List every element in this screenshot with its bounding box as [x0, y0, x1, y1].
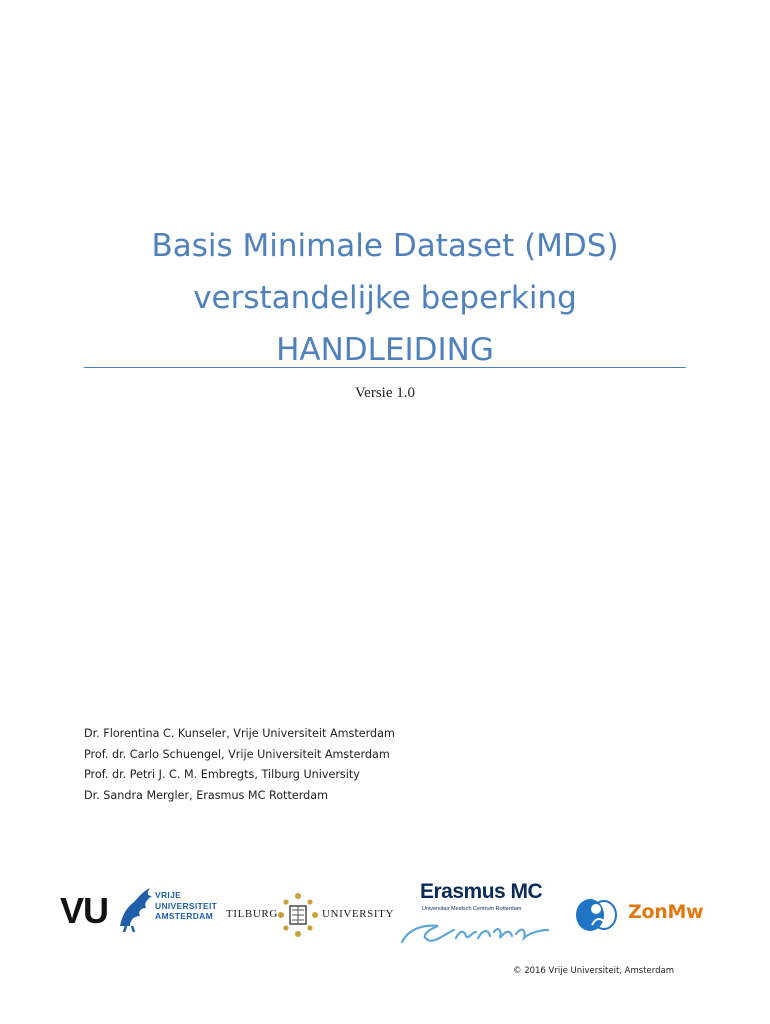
university-word: UNIVERSITY [322, 908, 394, 920]
title-divider [84, 367, 686, 368]
author-4: Dr. Sandra Mergler, Erasmus MC Rotterdam [84, 788, 328, 802]
zonmw-logo [574, 893, 714, 937]
tilburg-seal-icon [277, 892, 319, 938]
author-3: Prof. dr. Petri J. C. M. Embregts, Tilburg University [84, 768, 360, 782]
tilburg-word: TILBURG [226, 908, 278, 920]
title-line-2: verstandelijke beperking [193, 280, 577, 316]
version-label: Versie 1.0 [355, 385, 415, 401]
erasmus-signature-icon [398, 908, 556, 950]
erasmus-mc-subtitle: Universitair Medisch Centrum Rotterdam [422, 906, 522, 912]
vu-line-3: AMSTERDAM [155, 911, 213, 921]
title-line-3: HANDLEIDING [276, 332, 494, 368]
tilburg-logo [224, 892, 394, 940]
document-title [0, 220, 770, 376]
copyright-notice: © 2016 Vrije Universiteit, Amsterdam [513, 966, 674, 976]
zonmw-emblem-icon [574, 895, 626, 935]
author-2: Prof. dr. Carlo Schuengel, Vrije Universiteit Amsterdam [84, 747, 390, 761]
author-1: Dr. Florentina C. Kunseler, Vrije Universiteit Amsterdam [84, 727, 395, 740]
vu-line-1: VRIJE [155, 890, 182, 900]
erasmus-mc-logo [398, 880, 558, 950]
vu-logo [60, 884, 220, 940]
author-list [84, 724, 395, 806]
vu-logo-mark: VU [60, 890, 109, 931]
griffin-icon [116, 886, 154, 932]
erasmus-mc-name: Erasmus MC [420, 880, 543, 903]
vu-line-2: UNIVERSITEIT [155, 900, 218, 911]
zonmw-name: ZonMw [628, 901, 704, 923]
vu-logo-text [155, 890, 217, 922]
title-line-1: Basis Minimale Dataset (MDS) [151, 228, 619, 264]
